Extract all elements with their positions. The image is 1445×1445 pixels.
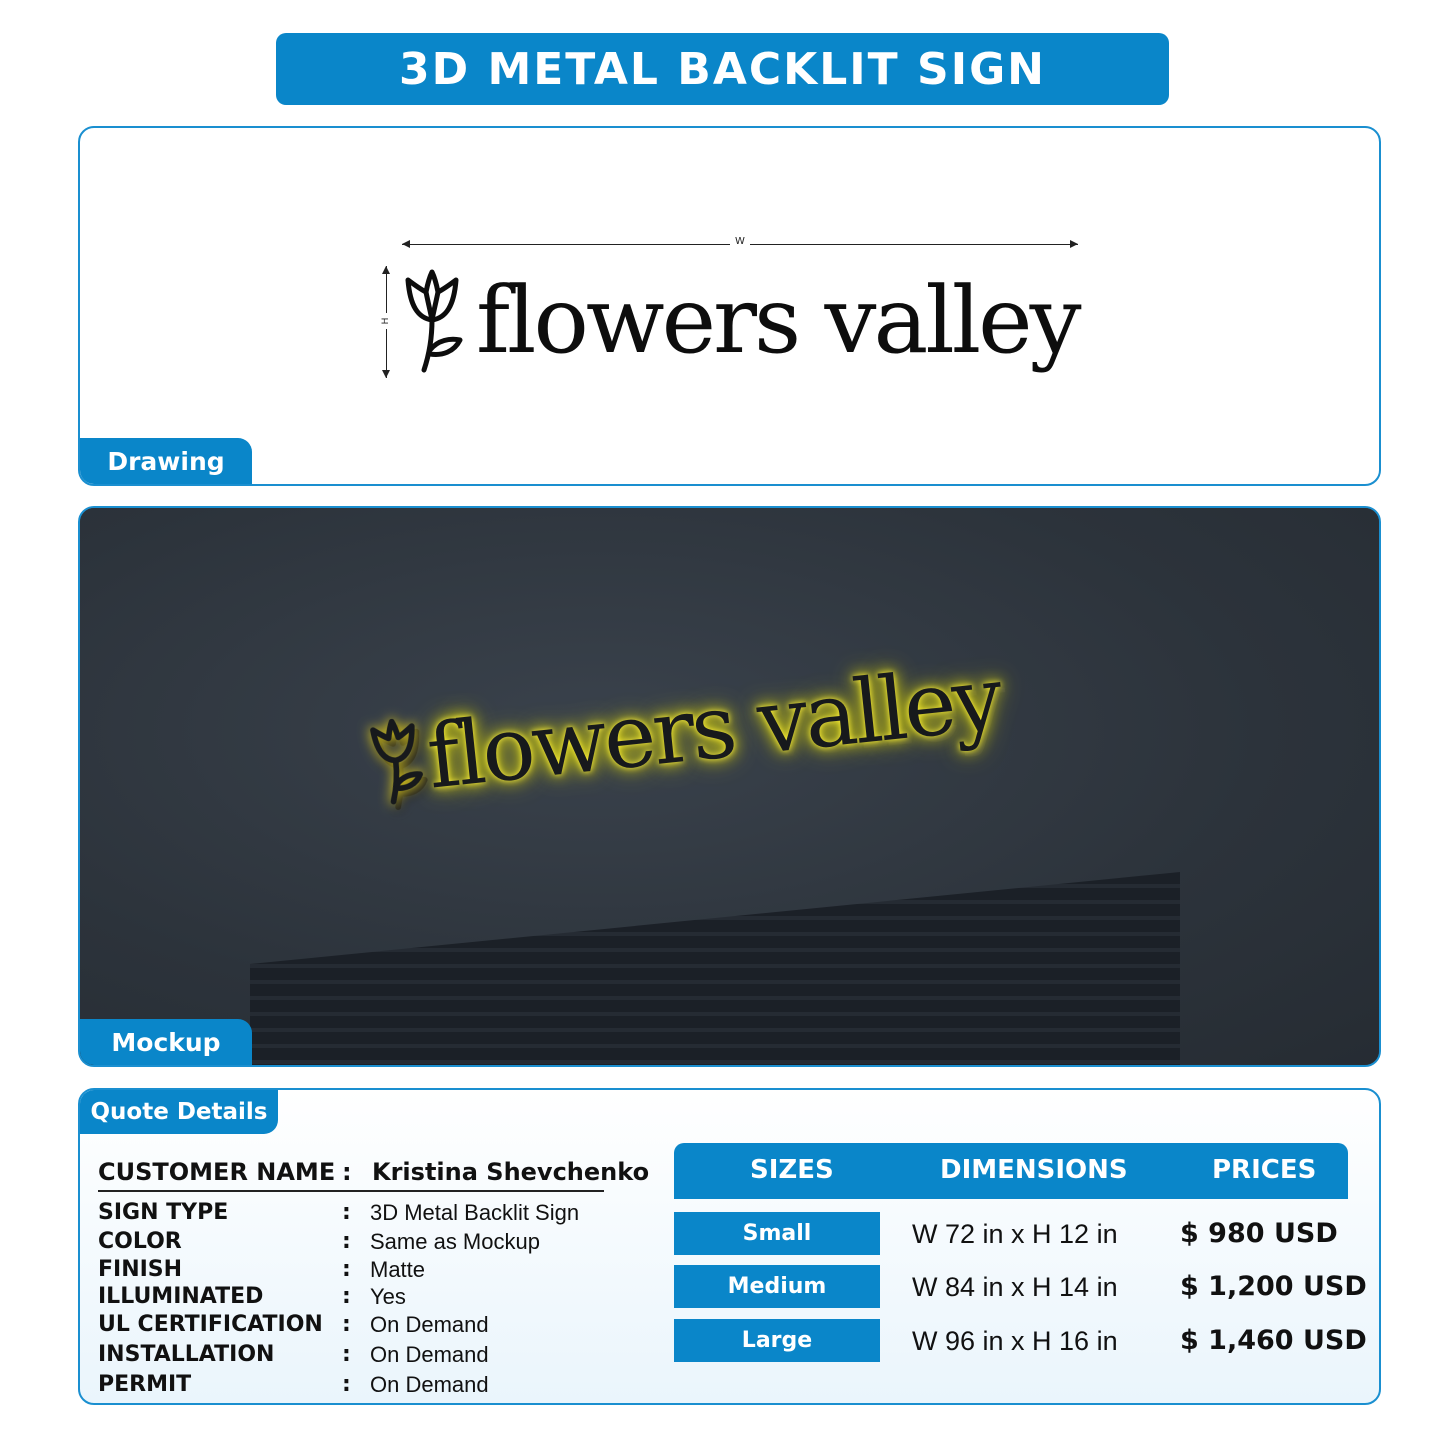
spec-colon: : xyxy=(342,1257,351,1282)
width-dimension-label: W xyxy=(730,236,750,247)
header-dimensions: DIMENSIONS xyxy=(940,1155,1128,1185)
tab-quote-details: Quote Details xyxy=(80,1090,278,1134)
arrow-right-icon xyxy=(1070,240,1078,248)
header-sizes: SIZES xyxy=(750,1155,834,1185)
spec-label: INSTALLATION xyxy=(98,1342,275,1367)
drawing-panel xyxy=(78,126,1381,486)
dimension-large: W 96 in x H 16 in xyxy=(912,1326,1118,1356)
spec-label: COLOR xyxy=(98,1229,182,1254)
size-large-button[interactable]: Large xyxy=(674,1319,880,1362)
spec-colon: : xyxy=(342,1284,351,1309)
spec-label: SIGN TYPE xyxy=(98,1200,229,1225)
price-table-header xyxy=(674,1143,1348,1199)
spec-colon: : xyxy=(342,1158,352,1186)
dimension-medium: W 84 in x H 14 in xyxy=(912,1272,1118,1302)
arrow-up-icon xyxy=(382,266,390,274)
dimension-small: W 72 in x H 12 in xyxy=(912,1219,1118,1249)
spec-label: UL CERTIFICATION xyxy=(98,1312,323,1337)
customer-name-underline xyxy=(98,1190,604,1192)
mockup-logo-text: flowers valley xyxy=(422,646,1005,809)
price-large: $ 1,460 USD xyxy=(1180,1325,1367,1356)
price-medium: $ 1,200 USD xyxy=(1180,1271,1367,1302)
page-title: 3D METAL BACKLIT SIGN xyxy=(276,33,1169,105)
mockup-panel xyxy=(78,506,1381,1067)
spec-label: ILLUMINATED xyxy=(98,1284,264,1309)
spec-value: Yes xyxy=(370,1284,406,1309)
size-medium-button[interactable]: Medium xyxy=(674,1265,880,1308)
tulip-icon xyxy=(400,266,464,376)
spec-value: Matte xyxy=(370,1257,426,1282)
header-prices: PRICES xyxy=(1212,1155,1317,1185)
quote-panel xyxy=(78,1088,1381,1405)
tulip-icon xyxy=(365,713,426,810)
logo-text: flowers valley xyxy=(476,267,1079,374)
tab-drawing: Drawing xyxy=(80,438,252,484)
spec-colon: : xyxy=(342,1200,351,1225)
spec-label: CUSTOMER NAME xyxy=(98,1158,336,1186)
tab-mockup: Mockup xyxy=(80,1019,252,1065)
drawing-logo xyxy=(400,266,1079,376)
spec-colon: : xyxy=(342,1372,351,1397)
arrow-left-icon xyxy=(402,240,410,248)
spec-value: Same as Mockup xyxy=(370,1229,540,1254)
spec-value: Kristina Shevchenko xyxy=(372,1158,650,1186)
spec-value: On Demand xyxy=(370,1312,489,1337)
size-small-button[interactable]: Small xyxy=(674,1212,880,1255)
spec-label: FINISH xyxy=(98,1257,183,1282)
spec-colon: : xyxy=(342,1312,351,1337)
arrow-down-icon xyxy=(382,370,390,378)
spec-colon: : xyxy=(342,1342,351,1367)
height-dimension-label: H xyxy=(381,313,391,329)
spec-label: PERMIT xyxy=(98,1372,192,1397)
spec-value: On Demand xyxy=(370,1342,489,1367)
price-small: $ 980 USD xyxy=(1180,1218,1338,1249)
spec-colon: : xyxy=(342,1229,351,1254)
spec-value: On Demand xyxy=(370,1372,489,1397)
spec-value: 3D Metal Backlit Sign xyxy=(370,1200,580,1225)
